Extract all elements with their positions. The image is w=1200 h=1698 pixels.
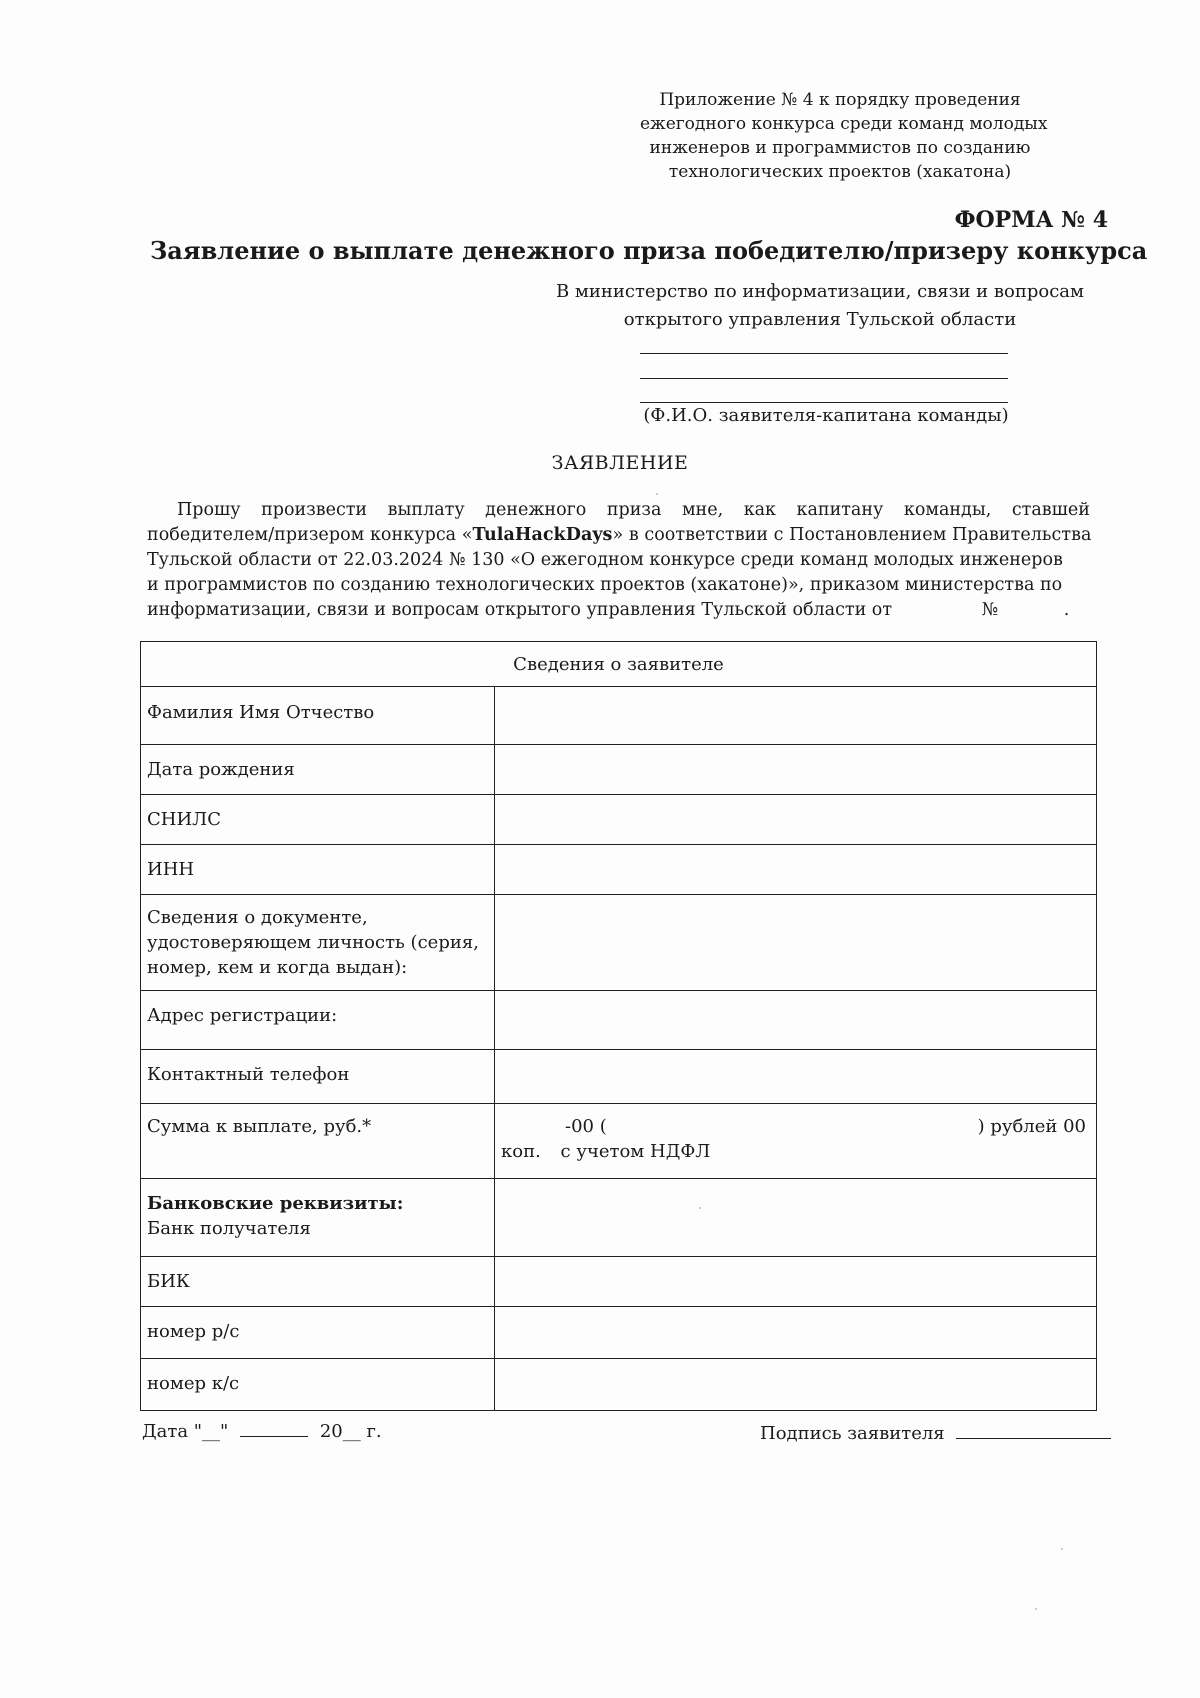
statement-line: Тульской области от 22.03.2024 № 130 «О ежегодном конкурсе среди команд молодых инженеров xyxy=(147,550,1063,570)
bank-name-field[interactable] xyxy=(495,1179,1096,1256)
applicant-name-line[interactable] xyxy=(640,402,1008,403)
table-row xyxy=(141,686,1096,744)
table-row xyxy=(141,894,1096,990)
statement-line: и программистов по созданию технологических проектов (хакатоне)», приказом министерства по xyxy=(147,575,1063,595)
appendix-note xyxy=(640,88,1048,184)
applicant-name-line[interactable] xyxy=(640,353,1008,354)
bik-field[interactable] xyxy=(495,1257,1096,1306)
date-year: 20__ г. xyxy=(319,1421,382,1442)
payment-amount-suffix: ) рублей 00 xyxy=(977,1116,1086,1137)
appendix-line: Приложение № 4 к порядку проведения xyxy=(659,90,1021,110)
statement-word: ставшей xyxy=(1011,500,1090,520)
contest-name: TulaHackDays xyxy=(472,525,613,545)
statement-word: приза xyxy=(606,500,662,520)
statement-word: мне, xyxy=(681,500,724,520)
payment-kop-line xyxy=(501,1139,1086,1164)
statement-text: победителем/призером конкурса « xyxy=(147,525,473,545)
date-month-blank[interactable] xyxy=(240,1420,308,1437)
applicant-info-table xyxy=(140,641,1097,1411)
signature-label: Подпись заявителя xyxy=(760,1423,945,1444)
correspondent-account-field[interactable] xyxy=(495,1359,1096,1410)
settlement-account-field[interactable] xyxy=(495,1307,1096,1358)
payment-amount-line xyxy=(501,1114,1086,1139)
appendix-line: инженеров и программистов по созданию xyxy=(649,138,1031,158)
table-row-label: БИК xyxy=(141,1257,495,1306)
statement-word: произвести xyxy=(261,500,368,520)
statement-line xyxy=(147,498,1090,523)
registration-address-field[interactable] xyxy=(495,991,1096,1049)
table-row xyxy=(141,844,1096,894)
bank-details-heading: Банковские реквизиты: xyxy=(147,1193,404,1214)
applicant-name-line[interactable] xyxy=(640,378,1008,379)
scan-speck xyxy=(656,493,658,495)
signature-blank[interactable] xyxy=(956,1422,1111,1439)
statement-line xyxy=(147,523,1090,548)
tax-note: с учетом НДФЛ xyxy=(560,1141,711,1162)
table-row-label: Сведения о документе, удостоверяющем личность (серия, номер, кем и когда выдан): xyxy=(141,895,495,990)
table-row xyxy=(141,1306,1096,1358)
form-number: ФОРМА № 4 xyxy=(954,207,1108,233)
statement-word: капитану xyxy=(796,500,884,520)
table-row-label xyxy=(141,1179,495,1256)
table-row-label: Сумма к выплате, руб.* xyxy=(141,1104,495,1178)
bank-name-label: Банк получателя xyxy=(147,1218,311,1239)
table-row xyxy=(141,744,1096,794)
addressee xyxy=(540,278,1100,334)
identity-document-field[interactable] xyxy=(495,895,1096,990)
statement-text: » в соответствии с Постановлением Правительства xyxy=(612,525,1092,545)
statement-end: . xyxy=(1063,600,1070,620)
table-row xyxy=(141,1358,1096,1410)
statement-word: как xyxy=(743,500,776,520)
statement-word: Прошу xyxy=(177,500,241,520)
table-row xyxy=(141,794,1096,844)
inn-field[interactable] xyxy=(495,845,1096,894)
table-row xyxy=(141,1256,1096,1306)
scan-speck xyxy=(699,1207,701,1209)
statement-line xyxy=(147,598,1090,623)
applicant-name-caption: (Ф.И.О. заявителя-капитана команды) xyxy=(643,405,1009,426)
table-header: Сведения о заявителе xyxy=(513,653,724,675)
table-row-label: номер р/с xyxy=(141,1307,495,1358)
table-row-label: номер к/с xyxy=(141,1359,495,1410)
statement-word: команды, xyxy=(903,500,992,520)
table-row xyxy=(141,1178,1096,1256)
payment-amount-prefix: -00 ( xyxy=(565,1116,607,1137)
payment-kop-label: коп. xyxy=(501,1141,541,1162)
scan-speck xyxy=(1035,1608,1037,1610)
snils-field[interactable] xyxy=(495,795,1096,844)
table-row-label: Адрес регистрации: xyxy=(141,991,495,1049)
full-name-field[interactable] xyxy=(495,687,1096,744)
table-row-label: Дата рождения xyxy=(141,745,495,794)
table-row-label: Фамилия Имя Отчество xyxy=(141,687,495,744)
table-row-label: Контактный телефон xyxy=(141,1050,495,1103)
phone-field[interactable] xyxy=(495,1050,1096,1103)
birth-date-field[interactable] xyxy=(495,745,1096,794)
table-row-label: СНИЛС xyxy=(141,795,495,844)
addressee-line: открытого управления Тульской области xyxy=(623,309,1017,330)
date-label: Дата "__" xyxy=(142,1421,229,1442)
table-row-label: ИНН xyxy=(141,845,495,894)
signature-line xyxy=(760,1422,1111,1444)
statement-text: информатизации, связи и вопросам открытого управления Тульской области от xyxy=(147,600,893,620)
addressee-line: В министерство по информатизации, связи и вопросам xyxy=(555,281,1085,302)
statement-heading: ЗАЯВЛЕНИЕ xyxy=(551,452,689,474)
date-line xyxy=(142,1420,382,1442)
statement-word: денежного xyxy=(485,500,587,520)
document-title: Заявление о выплате денежного приза победителю/призеру конкурса xyxy=(150,236,1148,265)
appendix-line: ежегодного конкурса среди команд молодых xyxy=(640,114,1048,134)
appendix-line: технологических проектов (хакатона) xyxy=(668,162,1012,182)
table-row xyxy=(141,1103,1096,1178)
order-number-sign: № xyxy=(981,600,999,620)
table-row xyxy=(141,990,1096,1049)
table-row xyxy=(141,1049,1096,1103)
payment-amount-field[interactable] xyxy=(495,1104,1096,1178)
statement-body xyxy=(147,498,1090,623)
statement-word: выплату xyxy=(387,500,465,520)
scan-speck xyxy=(1061,1548,1063,1550)
